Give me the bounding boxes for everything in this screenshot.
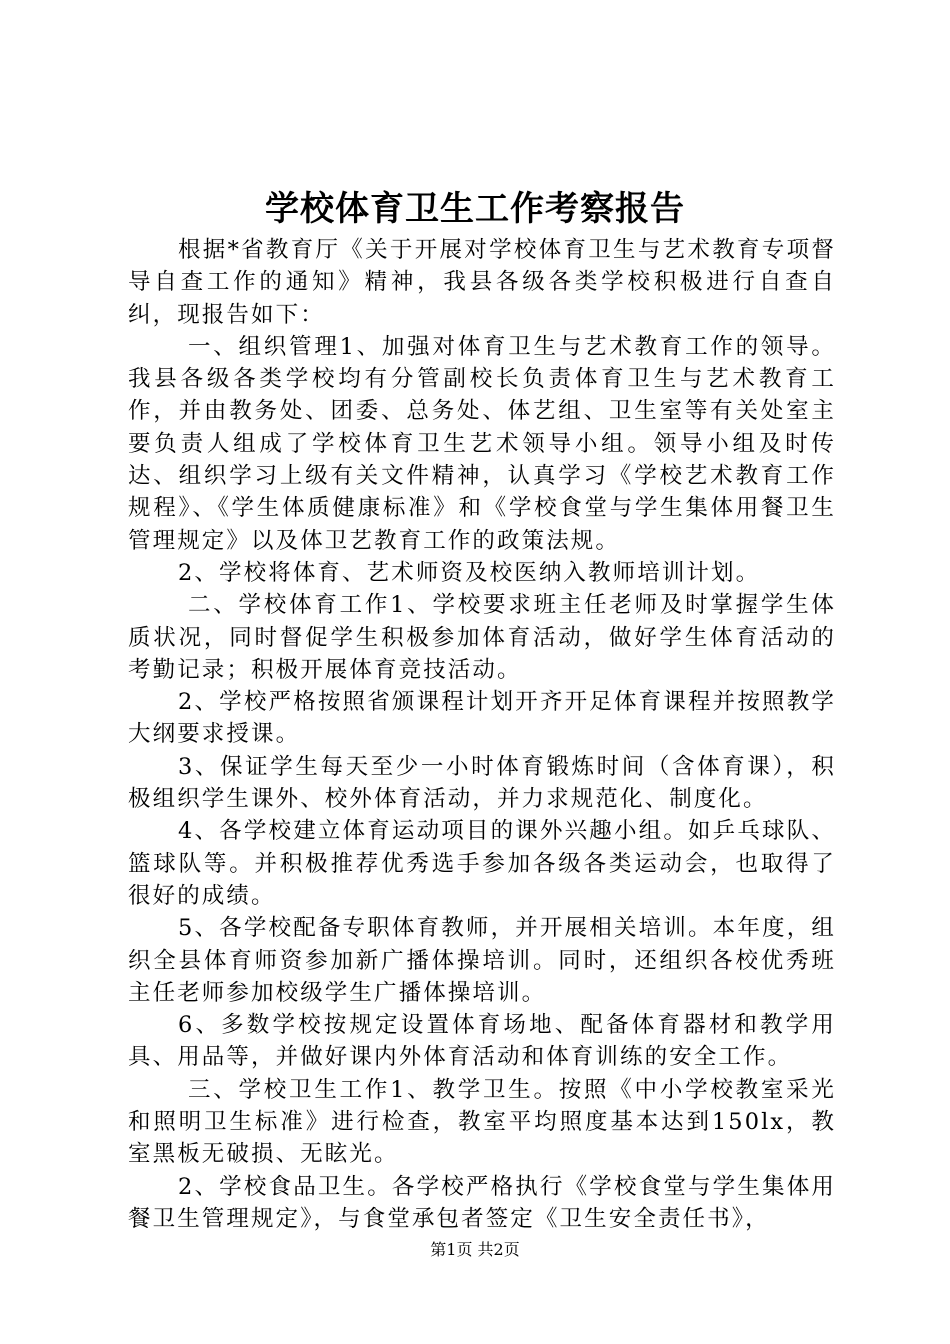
paragraph-exercise-time: 3、保证学生每天至少一小时体育锻炼时间（含体育课），积极组织学生课外、校外体育活动，并力求规范化、制度化。 [128, 753, 836, 813]
paragraph-pe-work: 二、学校体育工作1、学校要求班主任老师及时掌握学生体质状况，同时督促学生积极参加体育活动，做好学生体育活动的考勤记录；积极开展体育竞技活动。 [128, 592, 836, 683]
paragraph-pe-teachers: 5、各学校配备专职体育教师，并开展相关培训。本年度，组织全县体育师资参加新广播体操培训。同时，还组织各校优秀班主任老师参加校级学生广播体操培训。 [128, 915, 836, 1006]
document-title: 学校体育卫生工作考察报告 [265, 189, 685, 229]
paragraph-organization: 一、组织管理1、加强对体育卫生与艺术教育工作的领导。我县各级各类学校均有分管副校长负责体育卫生与艺术教育工作，并由教务处、团委、总务处、体艺组、卫生室等有关处室主要负责人组成了学校体育卫生艺术领导小组。领导小组及时传达、组织学习上级有关文件精神，认真学习《学校艺术教育工作规程》、《学生体质健康标准》和《学校食堂与学生集体用餐卫生管理规定》以及体卫艺教育工作的政策法规。 [128, 333, 836, 554]
paragraph-health-work: 三、学校卫生工作1、教学卫生。按照《中小学校教室采光和照明卫生标准》进行检查，教室平均照度基本达到150lx，教室黑板无破损、无眩光。 [128, 1076, 836, 1168]
paragraph-food-hygiene: 2、学校食品卫生。各学校严格执行《学校食堂与学生集体用餐卫生管理规定》，与食堂承包者签定《卫生安全责任书》， [128, 1173, 836, 1232]
paragraph-intro: 根据*省教育厅《关于开展对学校体育卫生与艺术教育专项督导自查工作的通知》精神，我县各级各类学校积极进行自查自纠，现报告如下： [128, 237, 836, 328]
paragraph-pe-curriculum: 2、学校严格按照省颁课程计划开齐开足体育课程并按照教学大纲要求授课。 [128, 689, 836, 748]
document-body [128, 234, 836, 1235]
paragraph-interest-groups: 4、各学校建立体育运动项目的课外兴趣小组。如乒乓球队、篮球队等。并积极推荐优秀选手参加各级各类运动会，也取得了很好的成绩。 [128, 818, 836, 909]
paragraph-facilities: 6、多数学校按规定设置体育场地、配备体育器材和教学用具、用品等，并做好课内外体育活动和体育训练的安全工作。 [128, 1012, 836, 1071]
paragraph-teacher-training: 2、学校将体育、艺术师资及校医纳入教师培训计划。 [178, 559, 761, 586]
page-footer: 第1页 共2页 [430, 1240, 520, 1259]
